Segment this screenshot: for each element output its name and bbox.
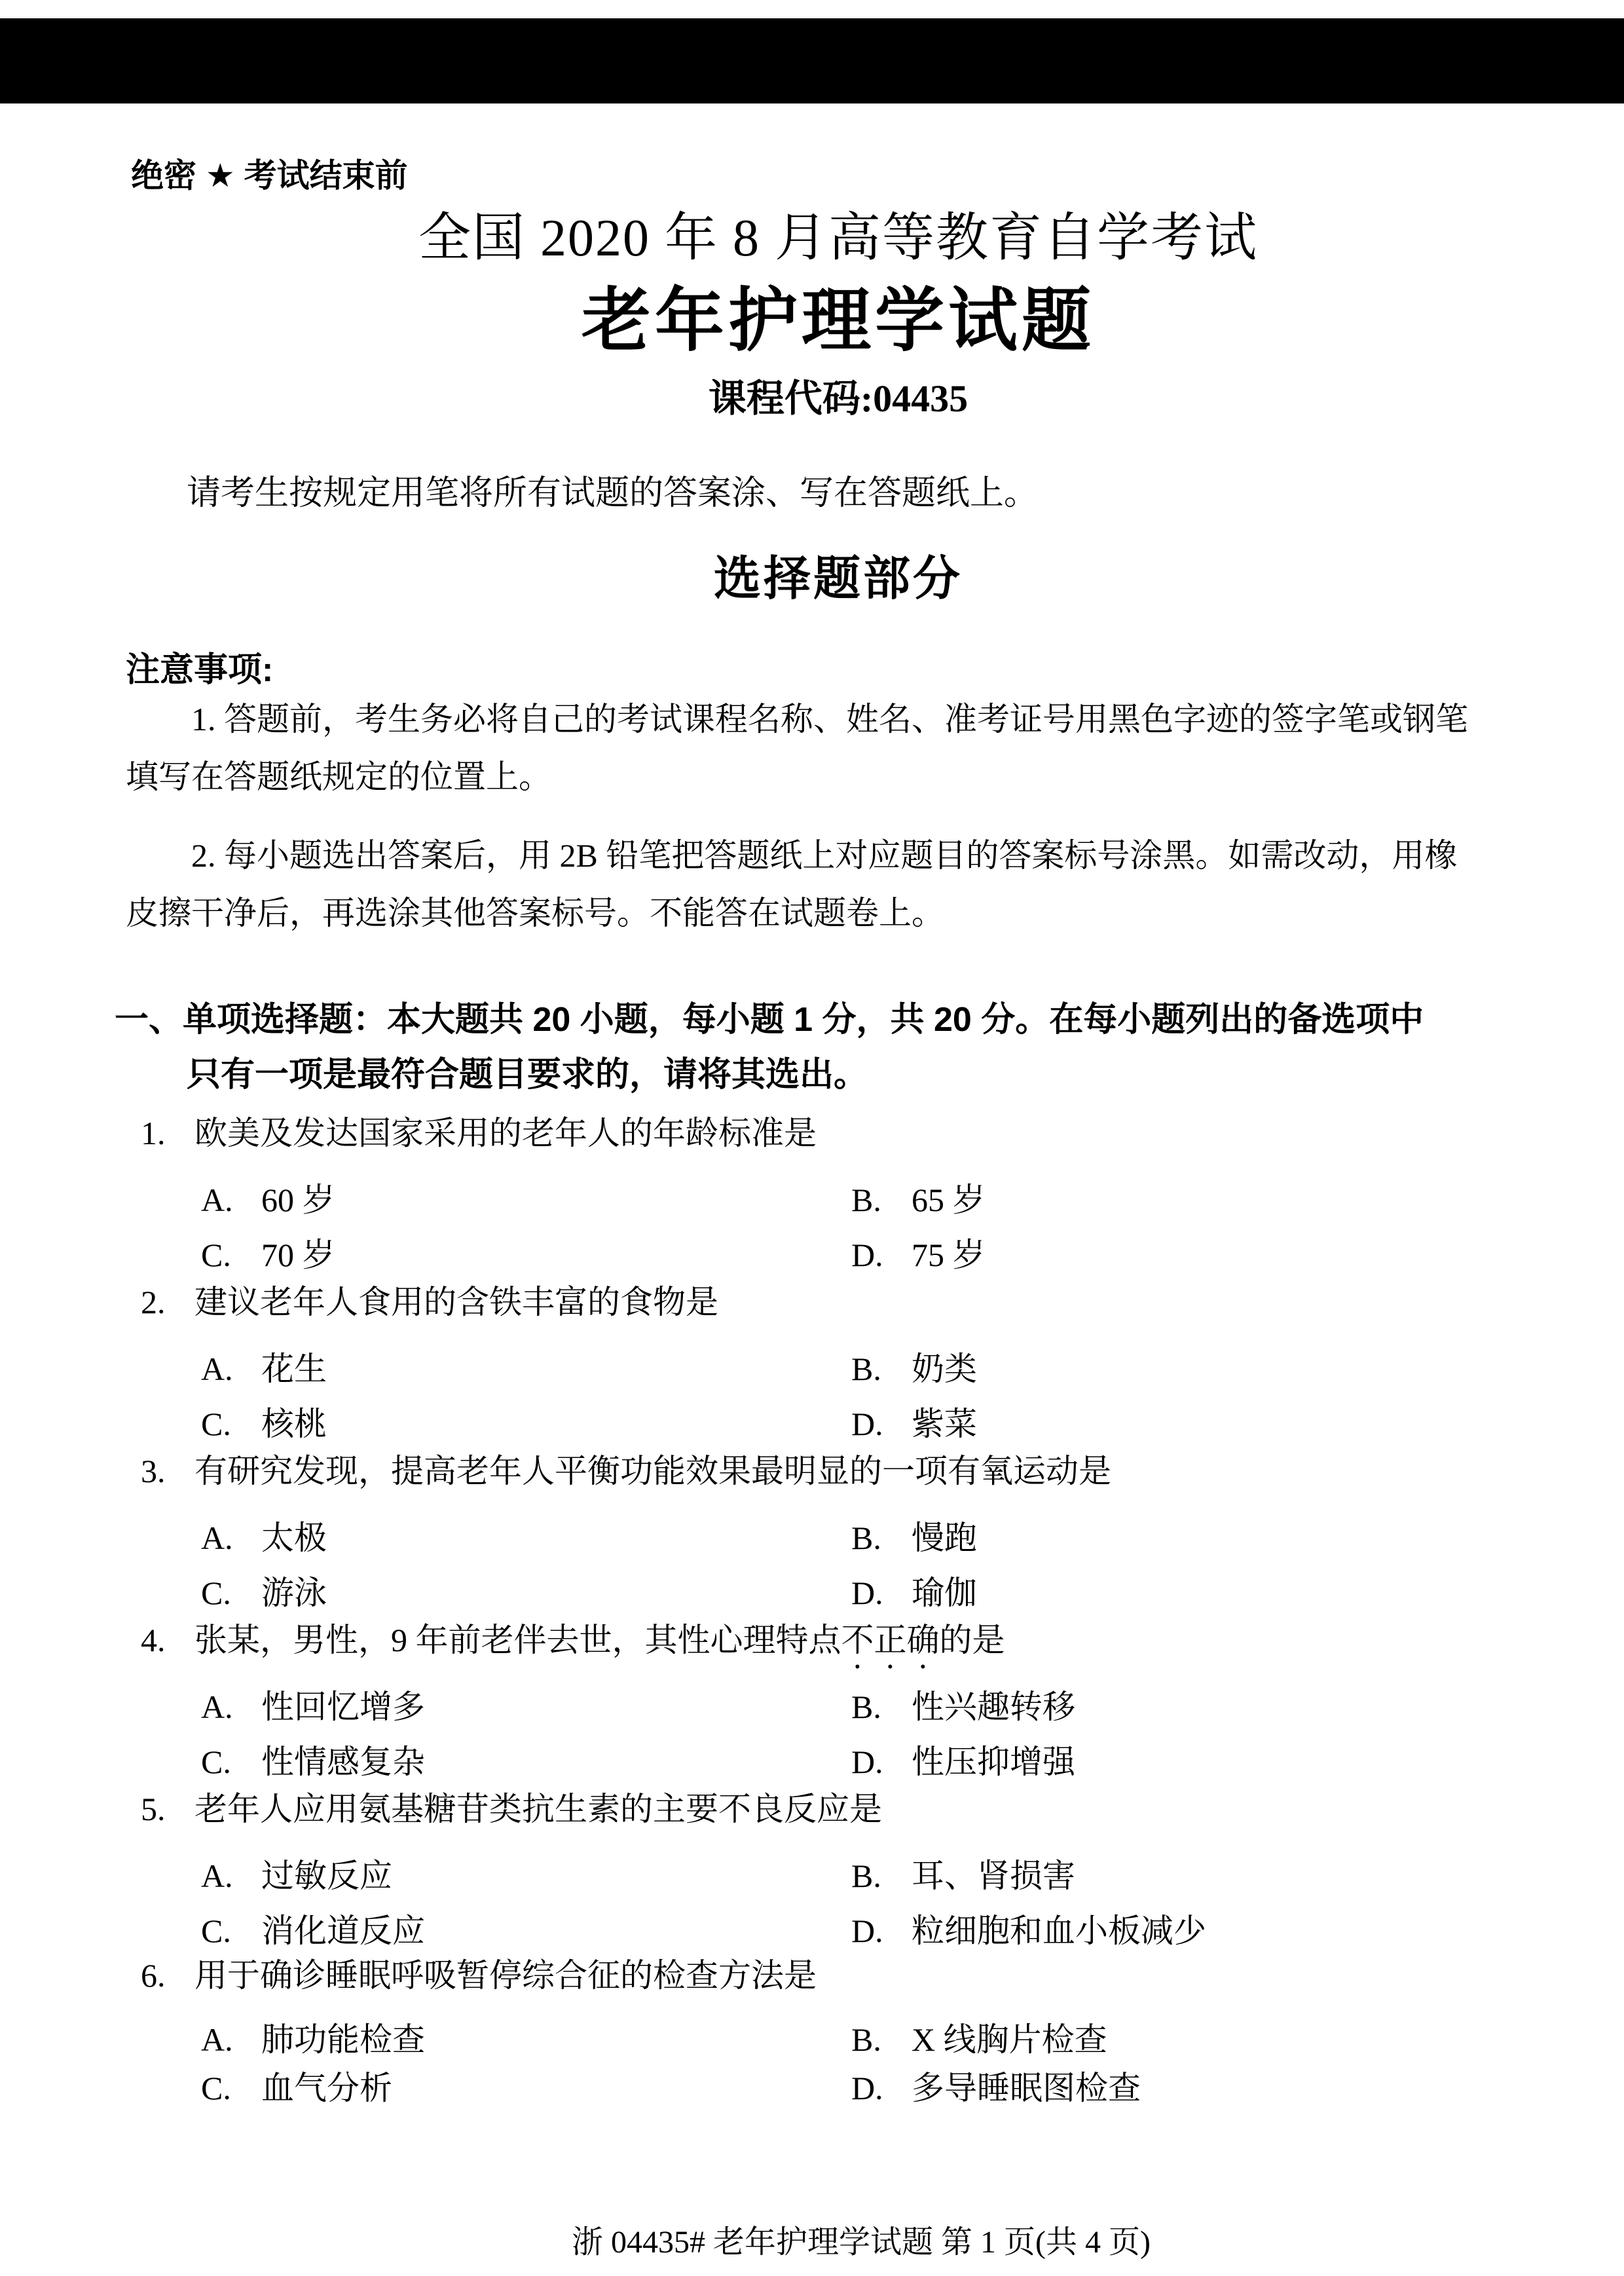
option-text: 奶类 xyxy=(912,1351,977,1387)
option-label: A. xyxy=(201,1857,233,1894)
question-5-text: 老年人应用氨基糖苷类抗生素的主要不良反应是 xyxy=(194,1791,882,1827)
question-2-number: 2. xyxy=(141,1284,166,1320)
question-4-option-c xyxy=(201,1744,425,1780)
option-text: 性回忆增多 xyxy=(261,1688,425,1725)
option-text: 75 岁 xyxy=(912,1237,986,1273)
option-label: D. xyxy=(851,1912,883,1949)
question-2-option-d xyxy=(851,1406,977,1444)
question-3-option-a xyxy=(201,1520,327,1556)
option-text: 多导睡眠图检查 xyxy=(912,2070,1141,2106)
paper-title: 老年护理学试题 xyxy=(581,283,1095,360)
option-label: D. xyxy=(851,1575,883,1611)
option-text: 核桃 xyxy=(261,1406,327,1442)
question-4-text-pre: 张某，男性，9 年前老伴去世，其性心理特点 xyxy=(194,1622,841,1658)
notes-heading: 注意事项: xyxy=(126,651,274,689)
option-text: 血气分析 xyxy=(261,2070,392,2106)
option-label: A. xyxy=(201,2021,233,2058)
question-4-options-ab xyxy=(201,1688,1624,1726)
question-5 xyxy=(141,1791,882,1829)
option-text: X 线胸片检查 xyxy=(912,2021,1107,2058)
option-label: C. xyxy=(201,2070,231,2106)
option-label: A. xyxy=(201,1688,233,1725)
option-text: 肺功能检查 xyxy=(261,2021,425,2058)
answer-sheet-instruction: 请考生按规定用笔将所有试题的答案涂、写在答题纸上。 xyxy=(187,474,1039,512)
option-text: 过敏反应 xyxy=(261,1857,392,1894)
question-5-option-a xyxy=(201,1857,392,1894)
option-text: 性压抑增强 xyxy=(912,1744,1075,1780)
option-text: 性情感复杂 xyxy=(261,1744,425,1780)
option-label: D. xyxy=(851,2070,883,2106)
exam-session-title: 全国 2020 年 8 月高等教育自学考试 xyxy=(418,210,1258,267)
option-label: C. xyxy=(201,1912,231,1949)
question-3-options-cd xyxy=(201,1575,1624,1613)
option-label: D. xyxy=(851,1406,883,1442)
option-text: 花生 xyxy=(261,1351,327,1387)
question-1-option-d xyxy=(851,1237,986,1275)
question-2-options-cd xyxy=(201,1406,1624,1444)
note-1-line-1: 1. 答题前，考生务必将自己的考试课程名称、姓名、准考证号用黑色字迹的签字笔或钢笔 xyxy=(191,701,1468,737)
note-1-line-2: 填写在答题纸规定的位置上。 xyxy=(126,758,551,795)
question-4 xyxy=(141,1622,1005,1676)
option-label: C. xyxy=(201,1237,231,1273)
top-black-banner xyxy=(0,18,1624,103)
option-label: B. xyxy=(851,1857,881,1894)
question-6-options-cd xyxy=(201,2070,1624,2108)
option-label: C. xyxy=(201,1744,231,1780)
question-1-options-ab xyxy=(201,1182,1624,1220)
option-text: 60 岁 xyxy=(261,1182,335,1218)
question-3-number: 3. xyxy=(141,1453,166,1489)
page-footer: 浙 04435# 老年护理学试题 第 1 页(共 4 页) xyxy=(572,2225,1151,2260)
option-text: 粒细胞和血小板减少 xyxy=(912,1912,1206,1949)
option-text: 瑜伽 xyxy=(912,1575,977,1611)
question-5-number: 5. xyxy=(141,1791,166,1827)
question-2 xyxy=(141,1284,718,1322)
question-3-option-c xyxy=(201,1575,327,1611)
question-6 xyxy=(141,1957,817,1995)
question-2-text: 建议老年人食用的含铁丰富的食物是 xyxy=(194,1284,718,1320)
option-text: 耳、肾损害 xyxy=(912,1857,1075,1894)
question-3-text: 有研究发现，提高老年人平衡功能效果最明显的一项有氧运动是 xyxy=(194,1453,1111,1489)
question-4-number: 4. xyxy=(141,1622,166,1658)
question-4-option-a xyxy=(201,1688,425,1725)
question-1 xyxy=(141,1115,817,1153)
question-3-options-ab xyxy=(201,1520,1624,1558)
question-6-number: 6. xyxy=(141,1957,166,1994)
option-text: 性兴趣转移 xyxy=(912,1688,1075,1725)
question-4-options-cd xyxy=(201,1744,1624,1782)
question-3-option-d xyxy=(851,1575,977,1613)
question-6-text: 用于确诊睡眠呼吸暂停综合征的检查方法是 xyxy=(194,1957,817,1994)
option-label: D. xyxy=(851,1744,883,1780)
question-3-option-b xyxy=(851,1520,977,1558)
option-label: A. xyxy=(201,1351,233,1387)
option-text: 慢跑 xyxy=(912,1520,977,1556)
note-2-line-2: 皮擦干净后，再选涂其他答案标号。不能答在试题卷上。 xyxy=(126,895,944,931)
question-6-options-ab xyxy=(201,2021,1624,2059)
question-1-number: 1. xyxy=(141,1115,166,1151)
question-6-option-d xyxy=(851,2070,1141,2108)
question-5-option-d xyxy=(851,1912,1206,1950)
question-3 xyxy=(141,1453,1111,1491)
option-text: 游泳 xyxy=(261,1575,327,1611)
question-2-options-ab xyxy=(201,1351,1624,1389)
question-1-text: 欧美及发达国家采用的老年人的年龄标准是 xyxy=(194,1115,817,1151)
question-6-option-b xyxy=(851,2021,1107,2059)
question-2-option-a xyxy=(201,1351,327,1387)
part-heading: 选择题部分 xyxy=(713,553,963,605)
question-1-option-c xyxy=(201,1237,335,1273)
question-6-option-a xyxy=(201,2021,425,2058)
question-4-text-emphasized: 不正确 xyxy=(841,1622,940,1658)
question-5-options-ab xyxy=(201,1857,1624,1895)
question-2-option-b xyxy=(851,1351,977,1389)
question-6-option-c xyxy=(201,2070,392,2106)
option-text: 70 岁 xyxy=(261,1237,335,1273)
note-2-line-1: 2. 每小题选出答案后，用 2B 铅笔把答题纸上对应题目的答案标号涂黑。如需改动，用橡 xyxy=(191,837,1458,874)
option-label: B. xyxy=(851,1688,881,1725)
question-4-text-post: 的是 xyxy=(939,1622,1005,1658)
security-classification: 绝密 ★ 考试结束前 xyxy=(131,157,408,194)
option-label: C. xyxy=(201,1575,231,1611)
question-1-option-b xyxy=(851,1182,986,1220)
question-1-options-cd xyxy=(201,1237,1624,1275)
question-5-option-c xyxy=(201,1912,425,1949)
question-5-option-b xyxy=(851,1857,1075,1895)
option-label: A. xyxy=(201,1182,233,1218)
course-code: 课程代码:04435 xyxy=(708,377,969,420)
option-text: 消化道反应 xyxy=(261,1912,425,1949)
option-label: B. xyxy=(851,1182,881,1218)
option-label: A. xyxy=(201,1520,233,1556)
option-label: B. xyxy=(851,1520,881,1556)
question-2-option-c xyxy=(201,1406,327,1442)
question-4-option-b xyxy=(851,1688,1075,1726)
option-text: 太极 xyxy=(261,1520,327,1556)
option-label: D. xyxy=(851,1237,883,1273)
section-heading-line-1: 一、单项选择题：本大题共 20 小题，每小题 1 分，共 20 分。在每小题列出的备选项中 xyxy=(115,1001,1424,1039)
section-heading-line-2: 只有一项是最符合题目要求的，请将其选出。 xyxy=(187,1056,868,1094)
option-text: 紫菜 xyxy=(912,1406,977,1442)
question-5-options-cd xyxy=(201,1912,1624,1950)
question-4-option-d xyxy=(851,1744,1075,1782)
option-label: C. xyxy=(201,1406,231,1442)
option-label: B. xyxy=(851,1351,881,1387)
question-1-option-a xyxy=(201,1182,335,1218)
option-text: 65 岁 xyxy=(912,1182,986,1218)
option-label: B. xyxy=(851,2021,881,2058)
